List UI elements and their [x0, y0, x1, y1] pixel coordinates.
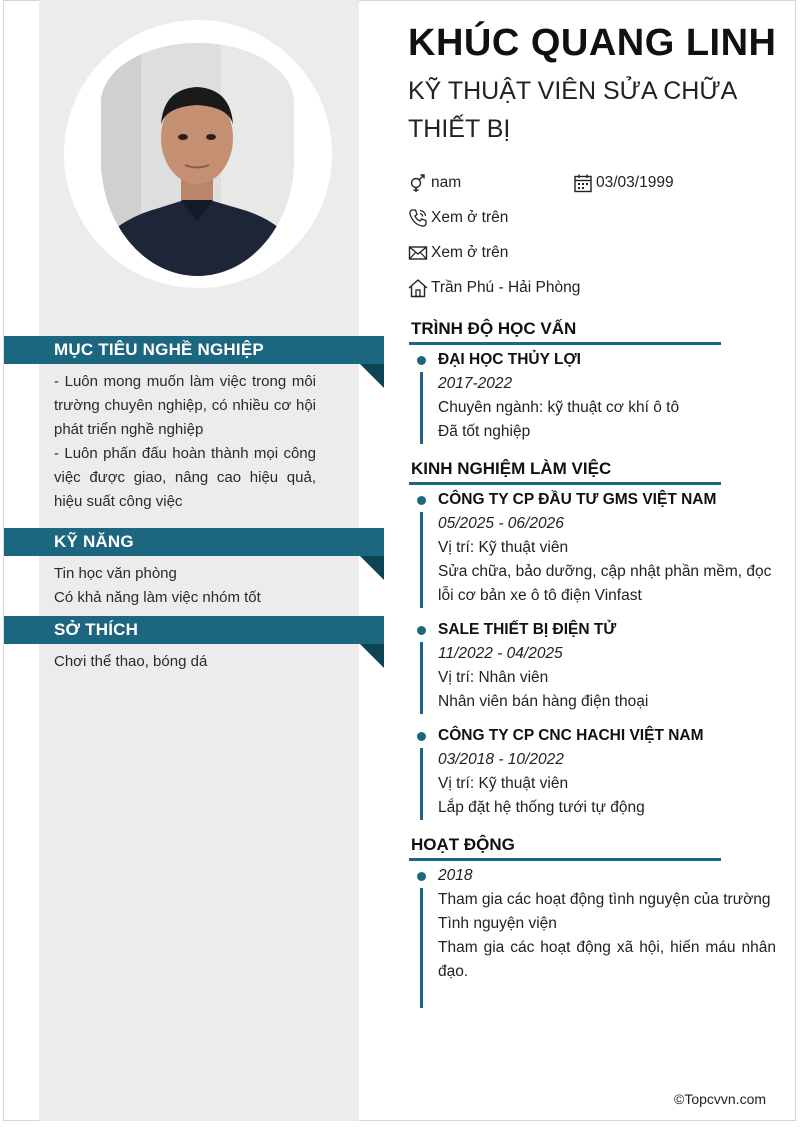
experience-timeline [420, 748, 423, 820]
education-org: ĐẠI HỌC THỦY LỢI [438, 351, 581, 368]
email-info [408, 243, 508, 263]
experience-line: Vị trí: Nhân viên [438, 669, 549, 686]
experience-date: 11/2022 - 04/2025 [438, 645, 563, 662]
experience-item [438, 488, 776, 608]
skills-heading: KỸ NĂNG [4, 528, 384, 556]
activities-date: 2018 [438, 867, 473, 884]
experience-timeline [420, 512, 423, 608]
home-icon [408, 278, 428, 298]
avatar-photo [101, 43, 294, 276]
experience-bullet [417, 496, 426, 505]
experience-bullet [417, 626, 426, 635]
objective-line: - Luôn phấn đấu hoàn thành mọi công việc được giao, nâng cao hiệu quả, hiệu suất công việc [54, 445, 316, 510]
activities-timeline [420, 888, 423, 1008]
phone-icon [408, 208, 428, 228]
experience-item [438, 724, 776, 820]
experience-line: Vị trí: Kỹ thuật viên [438, 775, 569, 792]
skill-line: Tin học văn phòng [54, 565, 177, 582]
education-heading: TRÌNH ĐỘ HỌC VẤN [411, 319, 577, 338]
avatar [101, 43, 294, 276]
gender-info [408, 173, 461, 193]
experience-org: CÔNG TY CP CNC HACHI VIỆT NAM [438, 727, 704, 744]
hobbies-text [54, 650, 316, 674]
education-line: Chuyên ngành: kỹ thuật cơ khí ô tô [438, 399, 680, 416]
objective-band-fold [360, 364, 384, 388]
experience-timeline [420, 642, 423, 714]
gender-icon [408, 173, 428, 193]
job-title: KỸ THUẬT VIÊN SỬA CHỮA THIẾT BỊ [408, 77, 736, 143]
experience-org: SALE THIẾT BỊ ĐIỆN TỬ [438, 621, 617, 638]
skills-band-fold [360, 556, 384, 580]
skills-text [54, 562, 316, 610]
activities-line: Tình nguyện viện [438, 915, 557, 932]
education-rule [409, 342, 721, 345]
objective-heading: MỤC TIÊU NGHỀ NGHIỆP [4, 336, 384, 364]
experience-line: Sửa chữa, bảo dưỡng, cập nhật phần mềm, đọc lỗi cơ bản xe ô tô điện Vinfast [438, 563, 772, 604]
skill-line: Có khả năng làm việc nhóm tốt [54, 589, 261, 606]
experience-rule [409, 482, 721, 485]
experience-line: Vị trí: Kỹ thuật viên [438, 539, 569, 556]
education-timeline [420, 372, 423, 444]
education-item [438, 348, 776, 444]
objective-line: - Luôn mong muốn làm việc trong môi trường chuyên nghiệp, có nhiều cơ hội phát triển nghề nghiệp [54, 373, 316, 438]
activities-line: Tham gia các hoạt động xã hội, hiến máu nhân đạo. [438, 939, 776, 980]
hobbies-heading: SỞ THÍCH [4, 616, 384, 644]
education-line: Đã tốt nghiệp [438, 423, 531, 440]
address-value: Trần Phú - Hải Phòng [431, 279, 581, 296]
objective-text [54, 370, 316, 514]
email-value: Xem ở trên [431, 244, 509, 261]
experience-line: Lắp đặt hệ thống tưới tự động [438, 799, 645, 816]
education-bullet [417, 356, 426, 365]
experience-line: Nhân viên bán hàng điện thoại [438, 693, 649, 710]
experience-date: 03/2018 - 10/2022 [438, 751, 564, 768]
experience-date: 05/2025 - 06/2026 [438, 515, 564, 532]
experience-org: CÔNG TY CP ĐẦU TƯ GMS VIỆT NAM [438, 491, 717, 508]
activities-rule [409, 858, 721, 861]
phone-value: Xem ở trên [431, 209, 509, 226]
activities-item [438, 864, 776, 984]
activities-line: Tham gia các hoạt động tình nguyện của trường [438, 891, 771, 908]
dob-value: 03/03/1999 [596, 174, 674, 191]
dob-info [573, 173, 674, 193]
calendar-icon [573, 173, 593, 193]
activities-heading: HOẠT ĐỘNG [411, 835, 515, 854]
activities-bullet [417, 872, 426, 881]
hobby-line: Chơi thể thao, bóng dá [54, 653, 208, 670]
address-info [408, 278, 580, 298]
education-date: 2017-2022 [438, 375, 513, 392]
experience-heading: KINH NGHIỆM LÀM VIỆC [411, 459, 612, 478]
phone-info [408, 208, 508, 228]
footer-credit: ©Topcvvn.com [674, 1091, 767, 1107]
envelope-icon [408, 243, 428, 263]
hobbies-band-fold [360, 644, 384, 668]
experience-bullet [417, 732, 426, 741]
experience-item [438, 618, 776, 714]
candidate-name: KHÚC QUANG LINH [408, 22, 777, 64]
gender-value: nam [431, 174, 462, 191]
